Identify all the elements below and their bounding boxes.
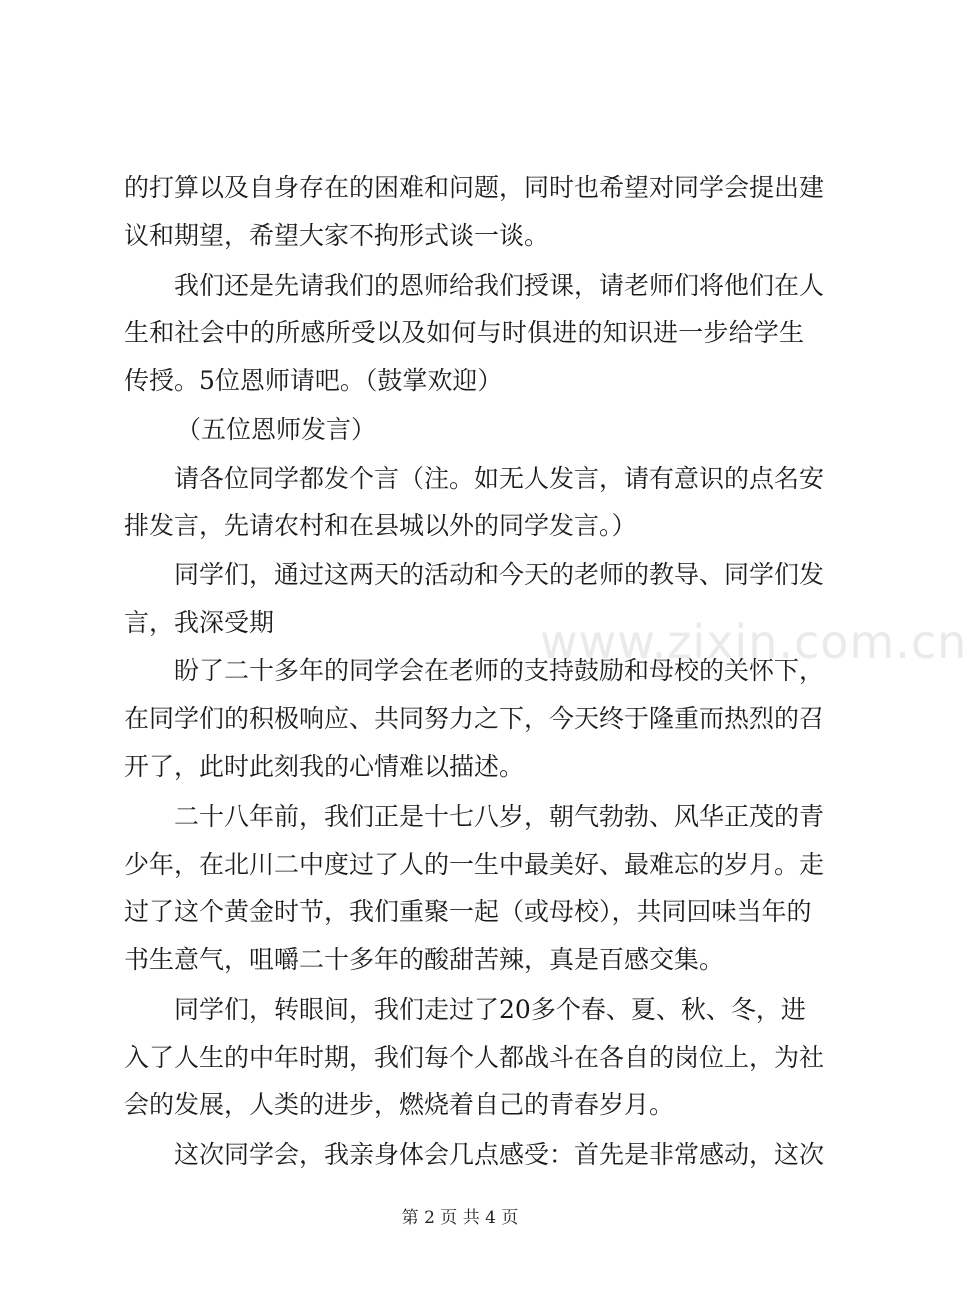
text-line: 请各位同学都发个言（注。如无人发言，请有意识的点名安 [174,464,825,493]
text-line: 少年，在北川二中度过了人的一生中最美好、最难忘的岁月。走 [124,850,825,879]
text-line: 入了人生的中年时期，我们每个人都战斗在各自的岗位上，为社 [124,1043,825,1072]
text-line: （五位恩师发言） [176,415,377,444]
text-line: 会的发展，人类的进步，燃烧着自己的青春岁月。 [124,1090,675,1119]
text-line: 开了，此时此刻我的心情难以描述。 [124,752,525,781]
text-line: 我们还是先请我们的恩师给我们授课，请老师们将他们在人 [174,271,825,300]
text-line: 议和期望，希望大家不拘形式谈一谈。 [124,221,550,250]
text-line: 同学们，转眼间，我们走过了20多个春、夏、秋、冬，进 [174,995,806,1024]
text-line: 书生意气，咀嚼二十多年的酸甜苦辣，真是百感交集。 [124,945,725,974]
text-line: 这次同学会，我亲身体会几点感受：首先是非常感动，这次 [174,1140,825,1169]
page-footer: 第 2 页 共 4 页 [401,1208,519,1228]
text-line: 传授。5位恩师请吧。（鼓掌欢迎） [124,366,503,395]
text-line: 二十八年前，我们正是十七八岁，朝气勃勃、风华正茂的青 [174,802,825,831]
text-line: 排发言，先请农村和在县城以外的同学发言。） [124,511,637,540]
text-line: 过了这个黄金时节，我们重聚一起（或母校），共同回味当年的 [124,897,812,926]
text-line: 在同学们的积极响应、共同努力之下，今天终于隆重而热烈的召 [124,704,825,733]
text-line: 的打算以及自身存在的困难和问题，同时也希望对同学会提出建 [124,173,825,202]
text-line: 同学们，通过这两天的活动和今天的老师的教导、同学们发 [174,560,825,589]
watermark-text: www.zixin.com.cn [540,615,967,669]
text-line: 生和社会中的所感所受以及如何与时俱进的知识进一步给学生 [124,318,804,347]
text-line: 盼了二十多年的同学会在老师的支持鼓励和母校的关怀下， [174,656,825,685]
text-line: 言，我深受期 [124,608,275,637]
